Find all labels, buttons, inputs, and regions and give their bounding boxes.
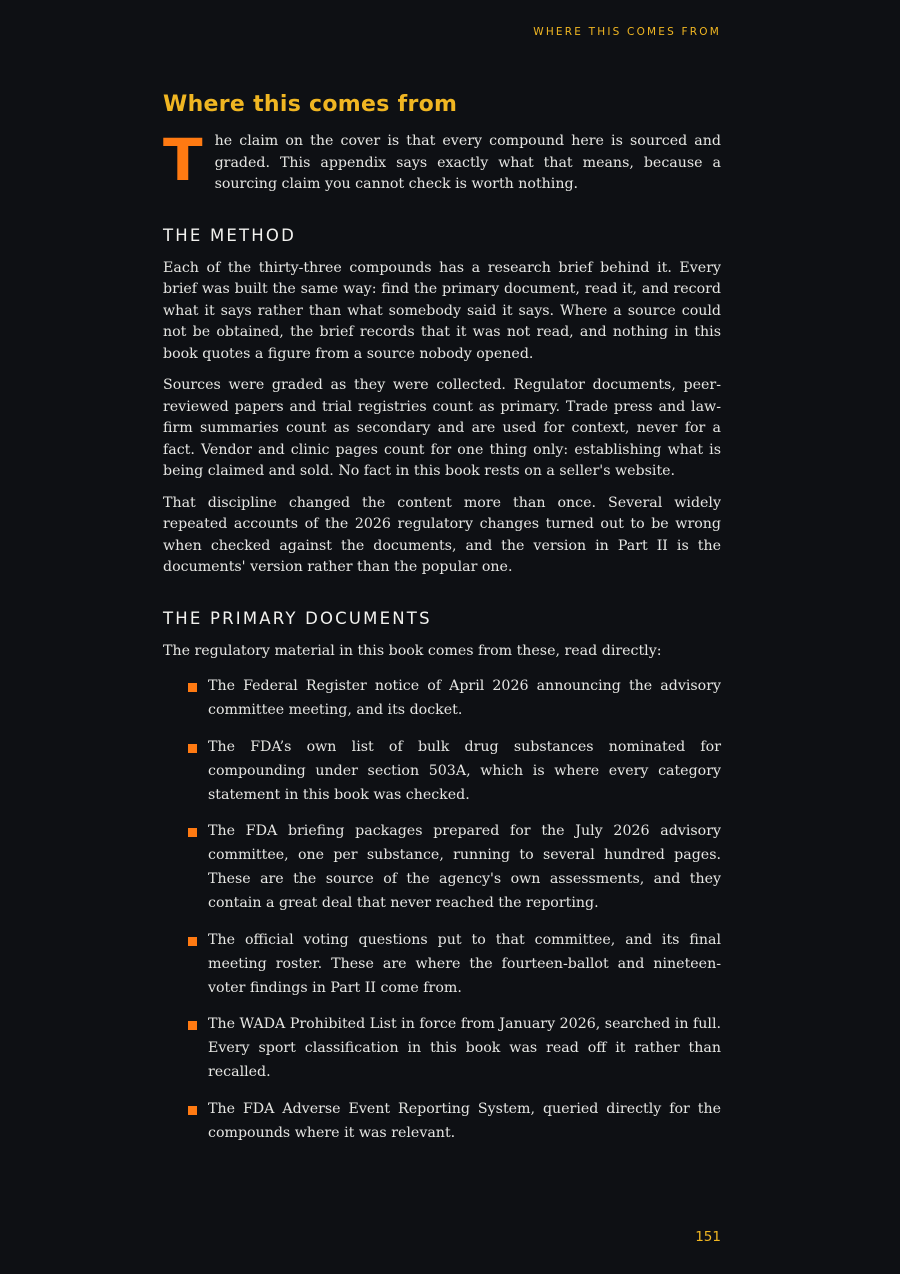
method-paragraph-1: Each of the thirty-three compounds has a research brief behind it. Every brief was built the same way: find the primary document, read it, and record what it says rather than what somebody said it says. Where a source could not be obtained, the brief records that it was not read, and nothing in this book quotes a figure from a source nobody opened. xyxy=(163,259,721,362)
list-item xyxy=(188,819,721,915)
section-heading-primary-documents: THE PRIMARY DOCUMENTS xyxy=(163,608,432,628)
intro-paragraph xyxy=(163,126,721,196)
list-item-text: The FDA’s own list of bulk drug substances nominated for compounding under section 503A, which is where every category statement in this book was checked. xyxy=(208,738,721,803)
method-paragraph-3: That discipline changed the content more than once. Several widely repeated accounts of the 2026 regulatory changes turned out to be wrong when checked against the documents, and the version in Part II is the documents' version rather than the popular one. xyxy=(163,494,721,575)
page-title: Where this comes from xyxy=(163,92,458,117)
square-bullet-icon xyxy=(188,1021,197,1030)
primary-documents-list xyxy=(163,674,721,1145)
square-bullet-icon xyxy=(188,1106,197,1115)
square-bullet-icon xyxy=(188,683,197,692)
square-bullet-icon xyxy=(188,937,197,946)
page-content xyxy=(163,92,721,1157)
running-header: WHERE THIS COMES FROM xyxy=(533,26,721,38)
list-item xyxy=(188,928,721,1000)
list-item-text: The FDA Adverse Event Reporting System, queried directly for the compounds where it was relevant. xyxy=(208,1100,721,1141)
method-paragraph-2: Sources were graded as they were collected. Regulator documents, peer-reviewed papers and trial registries count as primary. Trade press and law-firm summaries count as secondary and are used for context, never for a fact. Vendor and clinic pages count for one thing only: establishing what is being claimed and sold. No fact in this book rests on a seller's website. xyxy=(163,377,721,479)
primary-documents-intro: The regulatory material in this book comes from these, read directly: xyxy=(163,642,662,659)
intro-text: he claim on the cover is that every compound here is sourced and graded. This appendix says exactly what that means, because a sourcing claim you cannot check is worth nothing. xyxy=(214,133,721,192)
list-item-text: The official voting questions put to that committee, and its final meeting roster. These are where the fourteen-ballot and nineteen-voter findings in Part II come from. xyxy=(208,931,721,996)
list-item-text: The Federal Register notice of April 2026 announcing the advisory committee meeting, and its docket. xyxy=(208,678,721,718)
list-item-text: The FDA briefing packages prepared for the July 2026 advisory committee, one per substance, running to several hundred pages. These are the source of the agency's own assessments, and they contain a great deal that never reached the reporting. xyxy=(208,823,721,911)
list-item xyxy=(188,1012,721,1084)
drop-cap: T xyxy=(163,126,203,194)
page-number: 151 xyxy=(695,1229,721,1245)
section-heading-method: THE METHOD xyxy=(163,225,296,245)
list-item-text: The WADA Prohibited List in force from January 2026, searched in full. Every sport classification in this book was read off it rather than recalled. xyxy=(208,1016,721,1080)
square-bullet-icon xyxy=(188,828,197,837)
square-bullet-icon xyxy=(188,744,197,753)
list-item xyxy=(188,674,721,722)
list-item xyxy=(188,1097,721,1145)
list-item xyxy=(188,735,721,807)
